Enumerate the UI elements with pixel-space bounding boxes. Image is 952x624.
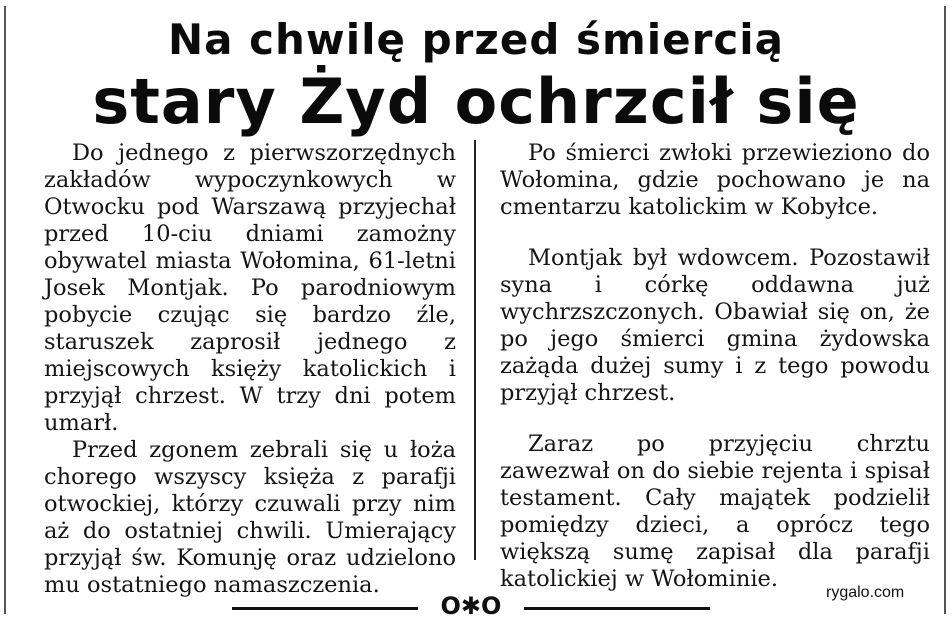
headline-line-1: Na chwilę przed śmiercią bbox=[168, 15, 784, 64]
paragraph: Przed zgonem zebrali się u łoża chorego wszyscy księża z parafji otwockiej, którzy czuwali przy nim aż do ostatniej chwili. Umierający przyjął św. Komunję oraz udzielono mu ostatniego namaszczenia. bbox=[44, 437, 456, 598]
ornament-glyph: O✱O bbox=[440, 592, 502, 620]
ornament-line-left bbox=[232, 607, 418, 610]
paragraph: Do jednego z pierwszorzędnych zakładów wypoczynkowych w Otwocku pod Warszawą przyjechał przed 10-ciu dniami zamożny obywatel miasta Wołomina, 61-letni Josek Montjak. Po parodniowym pobycie czując się bardzo źle, staruszek zaprosił jednego z miejscowych księży katolickich i przyjął chrzest. W trzy dni potem umarł. bbox=[44, 140, 456, 436]
paragraph: Po śmierci zwłoki przewieziono do Wołomina, gdzie pochowano je na cmentarzu katolickim w Kobyłce. bbox=[500, 140, 930, 220]
end-ornament bbox=[232, 592, 710, 620]
column-divider bbox=[474, 140, 476, 560]
article-column-right bbox=[500, 140, 930, 593]
paragraph: Montjak był wdowcem. Pozostawił syna i córkę oddawna już wychrzszczonych. Obawiał się on, że po jego śmierci gmina żydowska zażąda dużej sumy i z tego powodu przyjął chrzest. bbox=[500, 245, 930, 406]
article-column-left bbox=[44, 140, 456, 599]
ornament-line-right bbox=[524, 607, 710, 610]
headline-line-2: stary Żyd ochrzcił się bbox=[92, 65, 860, 138]
source-watermark: rygalo.com bbox=[826, 584, 905, 601]
paragraph: Zaraz po przyjęciu chrztu zawezwał on do siebie rejenta i spisał testament. Cały majątek podzielił pomiędzy dzieci, a oprócz tego większą sumę zapisał dla parafji katolickiej w Wołominie. bbox=[500, 431, 930, 592]
